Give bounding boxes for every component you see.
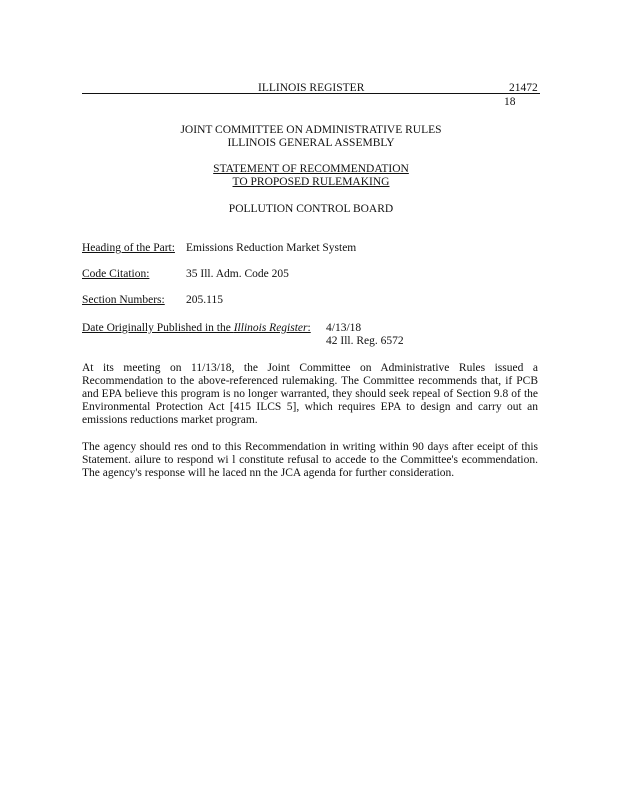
date-published-label xyxy=(82,322,311,335)
agency-name: POLLUTION CONTROL BOARD xyxy=(228,203,394,215)
issue-number: 18 xyxy=(504,96,516,108)
statement-title-text2: TO PROPOSED RULEMAKING xyxy=(232,176,390,188)
date-published-value: 4/13/18 xyxy=(326,322,362,334)
committee-name: JOINT COMMITTEE ON ADMINISTRATIVE RULES xyxy=(180,124,442,136)
heading-label: Heading of the Part: xyxy=(82,242,175,254)
statement-title-line1 xyxy=(82,163,540,176)
date-label-prefix: Date Originally Published in the xyxy=(82,322,234,334)
heading-value: Emissions Reduction Market System xyxy=(186,242,357,254)
recommendation-paragraph: At its meeting on 11/13/18, the Joint Committee on Administrative Rules issued a Recommendation to the above-referenced rulemaking. The Committee recommends that, if PCB and EPA believe this program is no longer warranted, they should seek repeal of Section 9.8 of the Environmental Protection Act [415 ILCS 5], which requires EPA to design and carry out an emissions reductions market program. xyxy=(82,362,538,426)
date-label-suffix: : xyxy=(307,322,311,334)
statement-title-line2 xyxy=(82,176,540,189)
register-citation-value: 42 Ill. Reg. 6572 xyxy=(326,335,404,347)
header-rule xyxy=(82,93,540,94)
register-title: ILLINOIS REGISTER xyxy=(258,82,365,94)
code-citation-label: Code Citation: xyxy=(82,268,150,280)
section-numbers-value: 205.115 xyxy=(186,294,223,306)
code-citation-value: 35 Ill. Adm. Code 205 xyxy=(186,268,289,280)
general-assembly: ILLINOIS GENERAL ASSEMBLY xyxy=(227,137,395,149)
statement-title-text1: STATEMENT OF RECOMMENDATION xyxy=(213,163,409,175)
date-label-italic: Illinois Register xyxy=(233,322,308,334)
section-numbers-label: Section Numbers: xyxy=(82,294,165,306)
page-number: 21472 xyxy=(509,82,538,94)
response-paragraph: The agency should res ond to this Recommendation in writing within 90 days after eceipt of this Statement. ailure to respond wi l constitute refusal to accede to the Committee's ecommendation. The agency's response will he laced nn the JCA agenda for further consideration. xyxy=(82,441,538,479)
